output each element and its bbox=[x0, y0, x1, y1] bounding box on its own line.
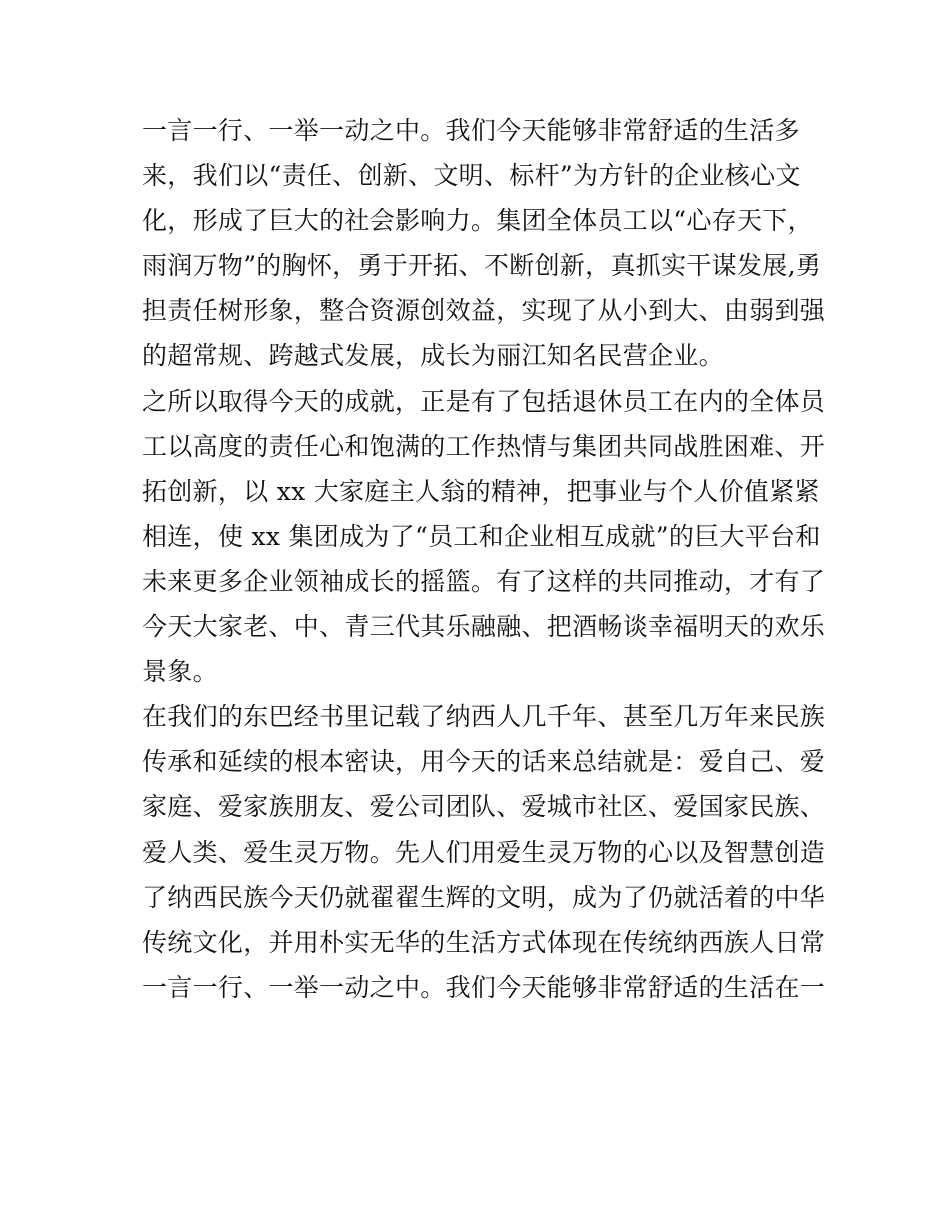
text-line: 家庭、爱家族朋友、爱公司团队、爱城市社区、爱国家民族、 bbox=[142, 792, 826, 822]
text-line: 了纳西民族今天仍就翟翟生辉的文明，成为了仍就活着的中华 bbox=[142, 882, 826, 912]
text-line: 化，形成了巨大的社会影响力。集团全体员工以“心存天下， bbox=[142, 206, 813, 236]
text-line: 传统文化，并用朴实无华的生活方式体现在传统纳西族人日常 bbox=[142, 927, 826, 957]
text-line: 传承和延续的根本密诀，用今天的话来总结就是：爱自己、爱 bbox=[142, 747, 826, 777]
document-body bbox=[142, 108, 826, 1010]
text-line: 来，我们以“责任、创新、文明、标杆”为方针的企业核心文 bbox=[142, 161, 801, 191]
text-line: 一言一行、一举一动之中。我们今天能够非常舒适的生活在一 bbox=[142, 972, 826, 1002]
text-line: 担责任树形象，整合资源创效益，实现了从小到大、由弱到强 bbox=[142, 296, 826, 326]
text-line: 一言一行、一举一动之中。我们今天能够非常舒适的生活多 bbox=[142, 116, 800, 145]
text-line: 拓创新，以 xx 大家庭主人翁的精神，把事业与个人价值紧紧 bbox=[142, 476, 820, 506]
text-line: 相连，使 xx 集团成为了“员工和企业相互成就”的巨大平台和 bbox=[142, 521, 821, 551]
text-line: 工以高度的责任心和饱满的工作热情与集团共同战胜困难、开 bbox=[142, 431, 826, 461]
text-line: 爱人类、爱生灵万物。先人们用爱生灵万物的心以及智慧创造 bbox=[142, 837, 826, 867]
text-line: 今天大家老、中、青三代其乐融融、把酒畅谈幸福明天的欢乐 bbox=[142, 612, 826, 642]
text-line: 之所以取得今天的成就，正是有了包括退休员工在内的全体员 bbox=[142, 386, 826, 416]
text-line: 雨润万物”的胸怀，勇于开拓、不断创新，真抓实干谋发展,勇 bbox=[142, 251, 822, 281]
text-line: 未来更多企业领袖成长的摇篮。有了这样的共同推动，才有了 bbox=[142, 566, 826, 596]
text-line: 的超常规、跨越式发展，成长为丽江知名民营企业。 bbox=[142, 341, 724, 371]
text-line: 在我们的东巴经书里记载了纳西人几千年、甚至几万年来民族 bbox=[142, 702, 826, 732]
text-line: 景象。 bbox=[142, 657, 218, 687]
